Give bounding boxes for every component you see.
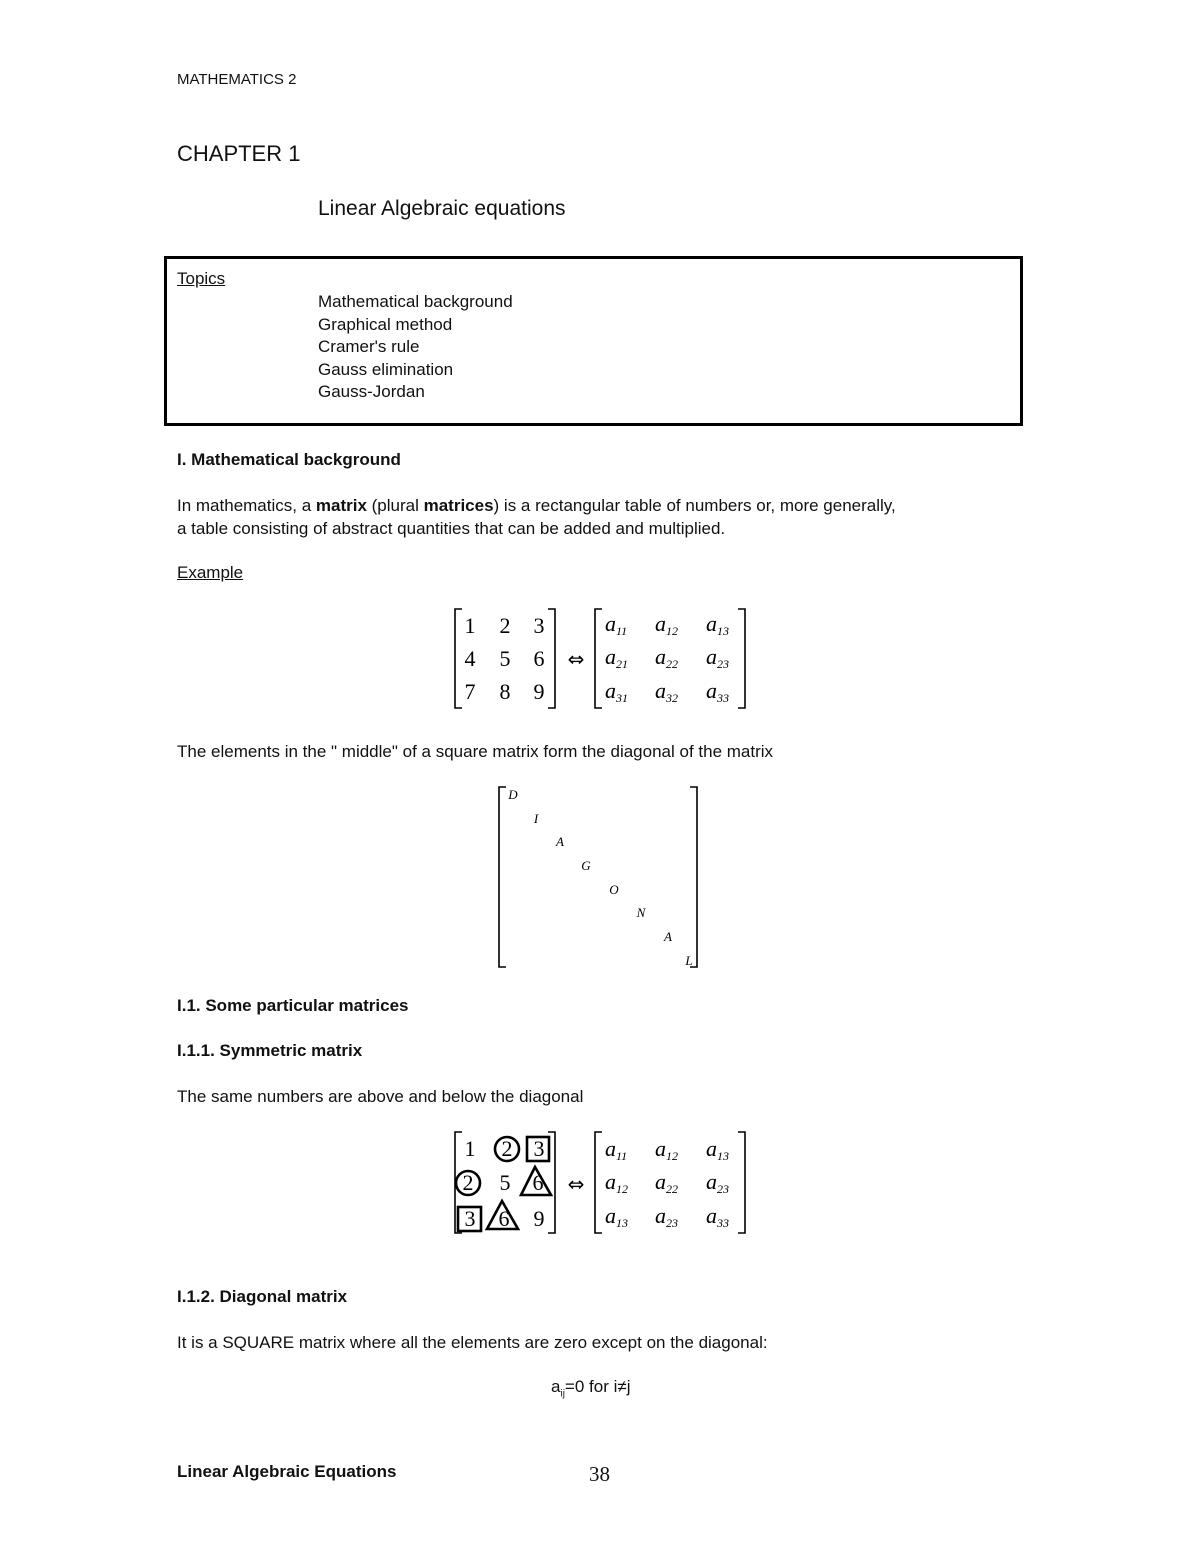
element-subscript: 22: [666, 1182, 678, 1196]
topic-item: Graphical method: [318, 314, 453, 334]
element-letter: a: [706, 644, 717, 669]
element-letter: a: [655, 611, 666, 636]
element-letter: a: [605, 1136, 616, 1161]
element-letter: a: [605, 1169, 616, 1194]
diagonal-description: The elements in the " middle" of a square matrix form the diagonal of the matrix: [177, 742, 774, 761]
symmetric-matrix-equation: [450, 1128, 755, 1240]
term-matrix: matrix: [315, 496, 367, 515]
diagonal-letter: I: [533, 811, 539, 826]
diagonal-letter: A: [556, 834, 564, 849]
symbolic-cell: [706, 1203, 729, 1230]
diagonal-letter: O: [609, 882, 619, 897]
matrix-cell: 4: [464, 646, 476, 671]
footer-title: Linear Algebraic Equations: [177, 1462, 397, 1481]
element-letter: a: [605, 611, 616, 636]
matrix-cell: 9: [533, 679, 545, 704]
matrix-cell: 6: [533, 646, 545, 671]
topics-list: [318, 291, 513, 404]
topic-item: Gauss elimination: [318, 359, 454, 379]
bracket-right: [548, 609, 555, 708]
symbolic-cell: [605, 678, 628, 705]
bracket-left: [499, 787, 506, 967]
bracket-right: [690, 787, 697, 967]
diagonal-letter: A: [664, 929, 672, 944]
intro-text: In mathematics, a: [177, 496, 316, 515]
topics-label: Topics: [177, 269, 226, 288]
matrix-cell: 2: [499, 613, 511, 638]
element-subscript: 12: [666, 1149, 678, 1163]
symbolic-cell: [655, 1136, 678, 1163]
element-letter: a: [605, 1203, 616, 1228]
bracket-left: [455, 609, 462, 708]
symbolic-cell: [655, 611, 678, 638]
matrix-cell: 9: [533, 1206, 545, 1231]
element-letter: a: [655, 678, 666, 703]
topic-item: Gauss-Jordan: [318, 382, 425, 402]
matrix-cell: 8: [499, 679, 511, 704]
symbolic-cell: [605, 1203, 628, 1230]
matrix-cell: 3: [464, 1206, 476, 1231]
matrix-cell: 3: [533, 613, 545, 638]
symbolic-cell: [706, 611, 729, 638]
symbolic-cell: [706, 678, 729, 705]
element-subscript: 12: [616, 1182, 628, 1196]
element-letter: a: [605, 678, 616, 703]
element-letter: a: [655, 1136, 666, 1161]
page-number: 38: [589, 1462, 610, 1486]
element-subscript: 13: [717, 1149, 729, 1163]
section-heading-symmetric: I.1.1. Symmetric matrix: [177, 1041, 363, 1060]
element-subscript: 33: [717, 691, 729, 705]
section-heading-particular: I.1. Some particular matrices: [177, 996, 409, 1015]
diagonal-matrix-description: It is a SQUARE matrix where all the elements are zero except on the diagonal:: [177, 1333, 768, 1352]
topic-item: Cramer's rule: [318, 337, 420, 357]
intro-paragraph: [177, 495, 1037, 540]
iff-symbol: ⇔: [567, 647, 585, 671]
intro-text: (plural: [366, 496, 424, 515]
matrix-cell: 2: [501, 1136, 513, 1161]
element-subscript: 11: [616, 624, 628, 638]
chapter-title: Linear Algebraic equations: [318, 197, 566, 220]
element-subscript: 23: [717, 1182, 729, 1196]
symbolic-cell: [706, 1169, 729, 1196]
element-subscript: 31: [616, 691, 628, 705]
element-subscript: 23: [666, 1216, 678, 1230]
bracket-left: [595, 609, 602, 708]
element-subscript: 13: [717, 624, 729, 638]
element-subscript: 33: [717, 1216, 729, 1230]
formula-symbol: a: [551, 1377, 561, 1396]
element-subscript: 22: [666, 657, 678, 671]
diagonal-letter: G: [581, 858, 591, 873]
topic-item: Mathematical background: [318, 292, 513, 311]
element-letter: a: [706, 678, 717, 703]
element-letter: a: [655, 1169, 666, 1194]
symbolic-cell: [655, 678, 678, 705]
element-letter: a: [706, 1203, 717, 1228]
example-label: Example: [177, 563, 244, 582]
term-matrices: matrices: [423, 496, 494, 515]
matrix-cell: 2: [462, 1170, 474, 1195]
iff-symbol: ⇔: [567, 1172, 585, 1196]
matrix-cell: 6: [532, 1170, 544, 1195]
symbolic-cell: [605, 611, 627, 638]
intro-text-line2: a table consisting of abstract quantities that can be added and multiplied.: [177, 518, 726, 538]
formula-condition: =0 for i≠j: [564, 1377, 631, 1396]
matrix-cell: 5: [499, 646, 511, 671]
topics-box: [164, 256, 1023, 426]
diagonal-formula: [551, 1377, 630, 1399]
element-subscript: 32: [666, 691, 678, 705]
diagonal-letter: L: [685, 953, 693, 968]
element-subscript: 12: [666, 624, 678, 638]
example-matrix-equation: [450, 605, 755, 715]
element-subscript: 23: [717, 657, 729, 671]
symbolic-cell: [605, 1136, 627, 1163]
running-header: MATHEMATICS 2: [177, 71, 297, 88]
element-letter: a: [706, 1136, 717, 1161]
element-letter: a: [655, 1203, 666, 1228]
matrix-cell: 3: [533, 1136, 545, 1161]
diagonal-illustration: [495, 784, 705, 972]
symbolic-cell: [605, 1169, 628, 1196]
chapter-label: CHAPTER 1: [177, 141, 301, 166]
matrix-cell: 7: [464, 679, 476, 704]
symbolic-cell: [605, 644, 628, 671]
bracket-right: [738, 609, 745, 708]
section-heading-diagonal: I.1.2. Diagonal matrix: [177, 1287, 348, 1306]
section-heading-background: I. Mathematical background: [177, 450, 401, 469]
matrix-cell: 6: [498, 1206, 510, 1231]
diagonal-letter: N: [636, 905, 646, 920]
element-letter: a: [706, 611, 717, 636]
intro-text: ) is a rectangular table of numbers or, more generally,: [493, 496, 896, 515]
element-subscript: 21: [616, 657, 628, 671]
symbolic-cell: [655, 1169, 678, 1196]
element-letter: a: [706, 1169, 717, 1194]
element-letter: a: [655, 644, 666, 669]
diagonal-letter: D: [508, 787, 518, 802]
matrix-cell: 1: [464, 1136, 476, 1161]
formula-subscript: ij: [560, 1388, 565, 1400]
symbolic-cell: [706, 1136, 729, 1163]
symmetric-description: The same numbers are above and below the diagonal: [177, 1087, 584, 1106]
bracket-left: [595, 1132, 602, 1233]
symbolic-cell: [655, 644, 678, 671]
matrix-cell: 1: [464, 613, 476, 638]
element-letter: a: [605, 644, 616, 669]
element-subscript: 11: [616, 1149, 628, 1163]
symbolic-cell: [706, 644, 729, 671]
bracket-right: [738, 1132, 745, 1233]
symbolic-cell: [655, 1203, 678, 1230]
element-subscript: 13: [616, 1216, 628, 1230]
matrix-cell: 5: [499, 1170, 511, 1195]
